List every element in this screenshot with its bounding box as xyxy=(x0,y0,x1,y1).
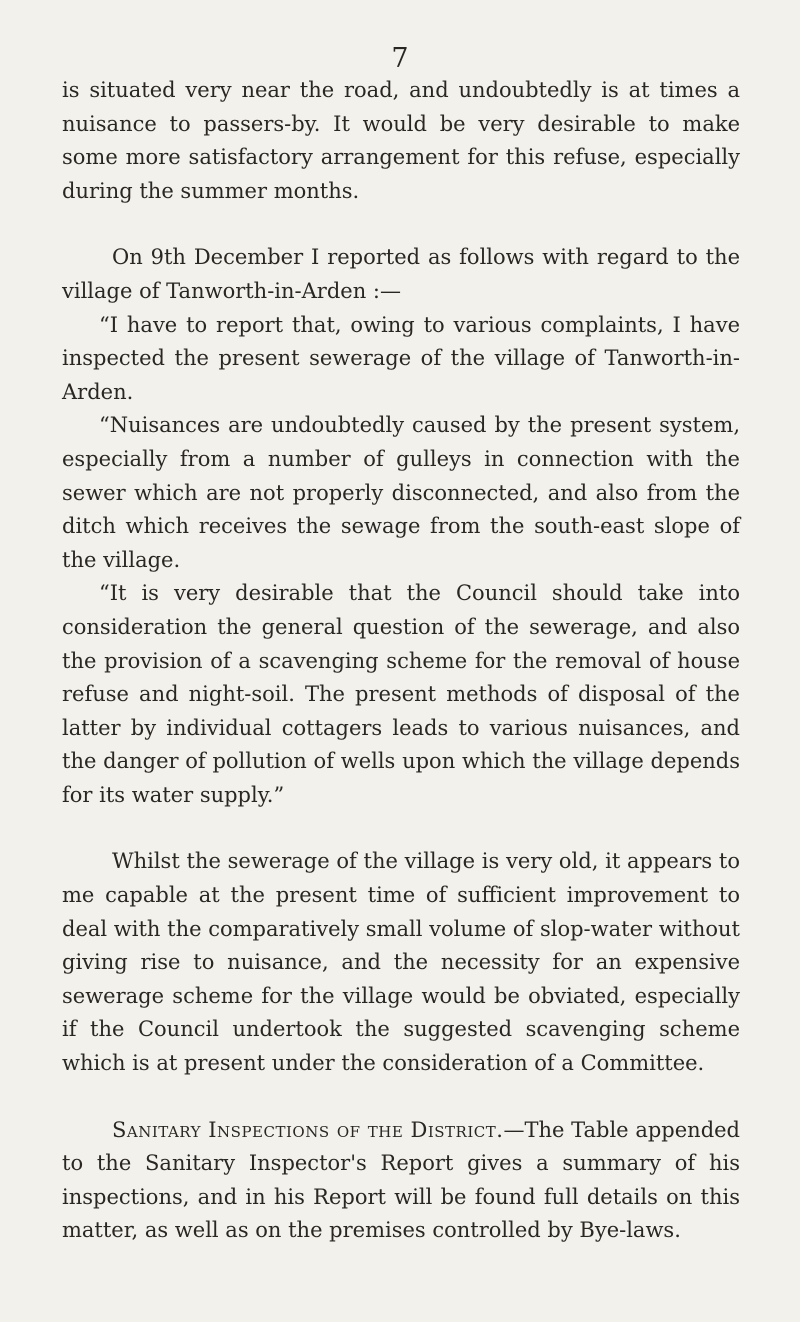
paragraph-sewerage-opinion: Whilst the sewerage of the village is very old, it appears to me capable at the present time of sufficient improvement to deal with the comparatively small volume of slop-water without giving rise to nuisance, and the necessity for an expensive sewerage scheme for the village would be obviated, especially if the Council undertook the suggested scavenging scheme which is at present under the consideration of a Committee. xyxy=(62,849,740,1076)
paragraph-report-intro: On 9th December I reported as follows with regard to the village of Tanworth-in-Arden :— xyxy=(62,245,740,303)
paragraph-quote-scavenging: “It is very desirable that the Council should take into consideration the general question of the sewerage, and also the provision of a scavenging scheme for the removal of house refuse and night-soil. The present methods of disposal of the latter by individual cottagers leads to various nuisances, and the danger of pollution of wells upon which the village depends for its water supply.” xyxy=(62,581,740,807)
paragraph-refuse-nuisance: is situated very near the road, and undoubtedly is at times a nuisance to passers-by. It would be very desirable to make some more satisfactory arrangement for this refuse, especially during the summer months. xyxy=(62,78,740,203)
paragraph-sanitary-inspections xyxy=(62,1114,740,1248)
section-body: —The Table appended to the Sanitary Inspector's Report gives a summary of his inspections, and in his Report will be found full details on this matter, as well as on the premises controlled by Bye-laws. xyxy=(62,1117,741,1243)
paragraph-quote-nuisances: “Nuisances are undoubtedly caused by the present system, especially from a number of gulleys in connection with the sewer which are not properly disconnected, and also from the ditch which receives the sewage from the south-east slope of the village. xyxy=(62,413,740,572)
paragraph-quote-inspection: “I have to report that, owing to various complaints, I have inspected the present sewerage of the village of Tanworth-in-Arden. xyxy=(62,312,740,404)
body-text xyxy=(62,74,740,1281)
section-heading: Sanitary Inspections of the District. xyxy=(112,1117,504,1142)
page-number: 7 xyxy=(391,43,409,74)
